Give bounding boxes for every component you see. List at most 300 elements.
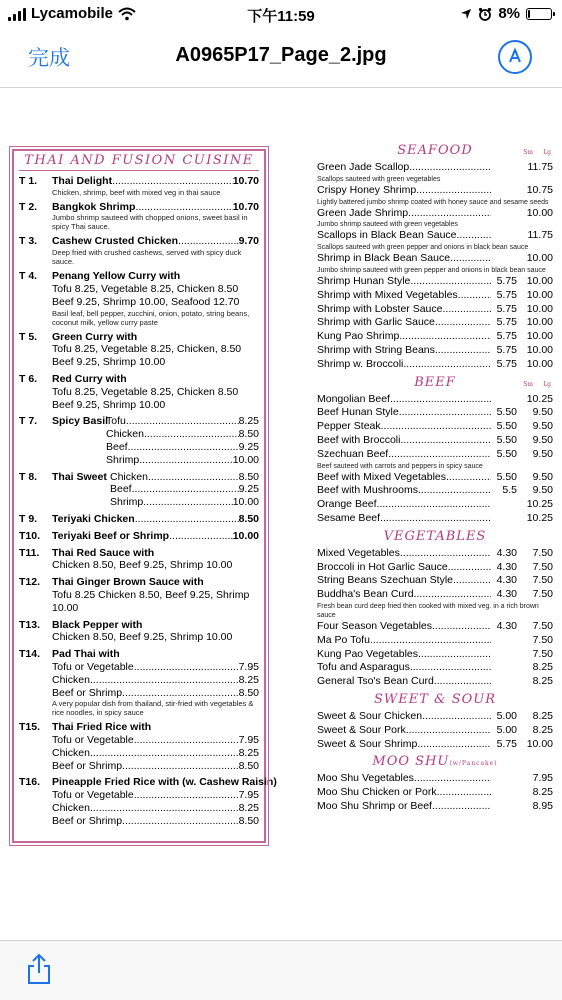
menu-item [317,588,553,602]
size-large-label: Lg [543,380,551,388]
item-name: Spicy Basil [52,415,109,428]
price-small [491,498,517,512]
item-name: Kung Pao Shrimp [317,330,400,343]
price-large: 10.00 [526,274,553,287]
item-name: Mongolian Beef [317,392,390,405]
size-small-label: Sm [523,149,533,156]
item-name: Moo Shu Chicken or Pork [317,786,437,799]
dot-leader [458,289,491,303]
item-name: Green Curry with [52,330,138,343]
option-price: 8.25 [238,802,259,815]
option-name: Tofu [106,415,126,428]
option-line [52,789,259,802]
item-name: Shrimp with Mixed Vegetables [317,288,458,301]
battery-percent: 8% [498,5,520,22]
price-large: 10.25 [526,498,553,511]
share-button[interactable] [26,953,52,985]
menu-item [317,724,553,738]
item-code: T 7. [19,415,38,428]
thai-fusion-menu [12,149,277,843]
item-line [52,270,259,283]
option-name: Tofu or Vegetable [52,734,134,747]
price-large: 7.95 [532,772,553,785]
price-large: 7.50 [532,633,553,646]
price-large: 7.50 [532,546,553,559]
menu-item [317,303,553,317]
option-price: 8.25 [238,415,259,428]
item-code: T13. [19,618,41,631]
item-price: 10.70 [232,200,259,213]
dot-leader [377,498,491,512]
price-small [491,229,517,243]
item-name: General Tso's Bean Curd [317,675,434,688]
price-large: 10.00 [526,288,553,301]
price-large: 8.25 [532,786,553,799]
menu-item [317,710,553,724]
menu-item [19,530,259,543]
price-large: 10.00 [526,330,553,343]
price-small: 5.75 [496,343,517,356]
price-large: 10.25 [526,511,553,524]
item-options: Beef 9.25, Shrimp 10.00 [52,398,166,411]
thai-fusion-items [19,174,277,828]
price-large: 9.50 [532,406,553,419]
dot-leader [126,415,239,428]
location-icon [460,8,472,20]
status-bar [0,0,562,30]
dot-leader [90,802,239,815]
option-name: Beef or Shrimp [52,814,123,827]
price-small: 4.30 [496,560,517,573]
price-large: 9.50 [532,433,553,446]
option-name: Chicken [110,470,148,483]
menu-item [19,235,259,266]
menu-item [19,619,259,645]
item-name: Green Jade Scallop [317,161,410,173]
menu-item [317,772,553,786]
menu-item [19,547,259,573]
section-title [317,693,553,710]
item-options: Tofu 8.25 Chicken 8.50, Beef 9.25, Shrimp 10.00 [52,588,250,614]
dot-leader [134,734,239,747]
item-price: 9.70 [238,235,259,248]
item-name: Szechuan Beef [317,447,389,460]
price-small [491,648,517,662]
menu-item [19,648,259,717]
option-price: 9.25 [238,440,259,453]
option-name: Beef [106,440,128,453]
sweet-sour-section [317,693,553,751]
dot-leader [128,441,239,454]
price-small: 4.30 [496,574,517,587]
option-price: 7.95 [238,734,259,747]
section-title [317,755,553,772]
item-body [52,576,259,614]
dot-leader [414,772,491,786]
dot-leader [435,316,491,330]
item-name: Beef with Mushrooms [317,484,418,497]
menu-item [19,415,259,466]
menu-item [317,800,553,814]
item-body [52,619,259,645]
item-description: Basil leaf, bell pepper, zucchini, onion, potato, string beans, coconut milk, yellow curry paste [52,308,250,327]
item-line [52,175,259,188]
menu-item [317,547,553,561]
battery-icon [526,8,552,20]
price-small: 5.50 [496,420,517,433]
price-large: 10.00 [526,206,553,219]
price-small [491,661,517,675]
price-large: 7.50 [532,588,553,601]
price-large: 10.00 [526,252,553,265]
item-name: Thai Delight [52,174,113,187]
seafood-section [317,144,553,372]
section-title-text: MOO SHU [372,754,450,770]
item-code: T11. [19,546,40,559]
dot-leader [434,675,491,689]
item-name: Beef Hunan Style [317,406,399,419]
item-description: Scallops sauteed with green vegetables [317,175,441,183]
item-line [52,576,259,589]
dot-leader [178,235,239,248]
dot-leader [448,561,491,575]
item-options: Tofu 8.25, Vegetable 8.25, Chicken, 8.50 [52,343,242,356]
dot-leader [380,512,491,526]
option-line [52,687,259,700]
price-small [491,393,517,407]
dot-leader [143,496,232,509]
price-small: 5.75 [496,316,517,329]
dot-leader [422,710,491,724]
item-body [52,201,259,232]
section-title-text: VEGETABLES [383,528,487,544]
right-menu-column [317,144,553,814]
item-name: Sweet & Sour Pork [317,723,406,736]
item-name: Thai Ginger Brown Sauce with [52,576,204,589]
item-description: A very popular dish from thailand, stir-fried with vegetables & rice noodles, in spicy sauce [52,699,254,718]
option-name: Shrimp [106,453,140,466]
item-name: Shrimp with String Beans [317,343,435,356]
price-large: 8.25 [532,675,553,688]
item-body [52,415,259,466]
dot-leader [432,800,491,814]
price-large: 9.50 [532,470,553,483]
menu-item [317,661,553,675]
item-line [52,530,259,543]
menu-item [317,434,553,448]
item-line [52,648,259,661]
price-small [491,675,517,689]
item-code: T15. [19,721,41,734]
menu-item [19,576,259,614]
option-line [52,661,259,674]
carrier-label: Lycamobile [31,5,113,22]
price-large: 11.75 [527,229,553,242]
dot-leader [400,434,491,448]
option-price: 8.50 [238,428,259,441]
option-name: Beef or Shrimp [52,686,123,699]
item-body [52,513,259,526]
dot-leader [370,634,491,648]
menu-item [19,373,259,411]
option-price: 10.00 [232,496,259,509]
dot-leader [388,448,491,462]
menu-item [317,574,553,588]
menu-item [317,512,553,526]
done-button[interactable]: 完成 [28,46,70,70]
item-code: T 8. [19,470,38,483]
menu-item [317,289,553,303]
menu-item [317,561,553,575]
item-name: Pepper Steak [317,420,381,433]
item-options: Tofu 8.25, Vegetable 8.25, Chicken 8.50 [52,385,239,398]
item-code: T10. [19,529,41,542]
beef-section [317,376,553,526]
option-line [52,760,259,773]
menu-item [317,498,553,512]
markup-button[interactable] [498,40,532,74]
thai-fusion-title: THAI AND FUSION CUISINE [19,155,259,171]
price-small: 4.30 [496,546,517,559]
menu-item [317,648,553,662]
price-large: 8.25 [532,723,553,736]
item-name: Thai Red Sauce with [52,546,155,559]
menu-item [317,675,553,689]
price-small [491,252,517,266]
moo-shu-section [317,755,553,813]
menu-item [317,406,553,420]
item-description: Jumbo shrimp sauteed with green vegetables [317,221,458,229]
item-code: T 3. [19,235,38,248]
option-price: 7.95 [238,660,259,673]
dot-leader [453,574,491,588]
item-name: Cashew Crusted Chicken [52,235,179,248]
price-small [491,800,517,814]
dot-leader [399,406,491,420]
dot-leader [403,358,491,372]
price-small: 5.75 [496,274,517,287]
item-line [52,619,259,632]
menu-item [19,513,259,526]
item-code: T 2. [19,200,38,213]
dot-leader [409,161,491,175]
section-title [317,376,553,393]
item-body [52,471,259,509]
item-description: Deep fried with crushed cashews, served with spicy duck sauce. [52,248,242,267]
item-options: Beef 9.25, Shrimp 10.00 [52,356,166,369]
dot-leader [381,420,491,434]
menu-item [317,275,553,289]
item-line [52,513,259,526]
item-name: Ma Po Tofu [317,633,370,646]
option-line [52,496,259,509]
menu-item [317,184,553,198]
item-name: Kung Pao Vegetables [317,647,419,660]
dot-leader [134,789,239,802]
dot-leader [148,471,239,484]
menu-item [317,634,553,648]
section-title-text: SEAFOOD [397,143,473,158]
item-name: Black Pepper with [52,618,143,631]
item-code: T 1. [19,174,38,187]
option-name: Beef [110,483,132,496]
item-description: Scallops sauteed with green pepper and onions in black bean sauce [317,244,529,252]
dot-leader [406,724,491,738]
item-options: Beef 9.25, Shrimp 10.00, Seafood 12.70 [52,295,240,308]
dot-leader [416,184,491,198]
dot-leader [450,252,491,266]
dot-leader [135,201,232,214]
status-time: 下午11:59 [247,8,315,25]
item-body [52,235,259,266]
option-line [52,483,259,496]
option-price: 8.50 [238,686,259,699]
price-small: 5.50 [496,470,517,483]
menu-item [19,201,259,232]
price-small: 5.75 [496,302,517,315]
price-large: 10.00 [526,737,553,750]
menu-item [19,270,259,326]
status-right [460,5,552,22]
menu-item [19,776,277,827]
item-code: T 5. [19,330,38,343]
item-description: Beef sauteed with carrots and peppers in spicy sauce [317,462,483,470]
item-name: Four Season Vegetables [317,619,432,632]
section-title-text: BEEF [414,374,456,390]
dot-leader [417,738,491,752]
item-code: T12. [19,576,41,589]
item-line [52,721,259,734]
dot-leader [132,483,239,496]
item-name: Green Jade Shrimp [317,206,409,219]
item-price: 8.50 [238,512,259,525]
item-name: Shrimp with Garlic Sauce [317,316,435,329]
option-line [52,454,259,467]
dot-leader [437,786,491,800]
option-price: 9.25 [238,483,259,496]
price-small [491,786,517,800]
price-small: 5.75 [496,330,517,343]
option-name: Shrimp [110,496,144,509]
price-large: 7.50 [532,619,553,632]
section-title-text: SWEET & SOUR [373,691,497,707]
menu-item [317,207,553,221]
price-large: 10.00 [526,343,553,356]
price-small: 5.75 [496,737,517,750]
option-line [52,747,259,760]
item-name: Scallops in Black Bean Sauce [317,229,457,242]
price-large: 8.95 [532,799,553,812]
dot-leader [418,484,491,498]
item-name: Moo Shu Vegetables [317,772,414,785]
item-name: Orange Beef [317,498,377,511]
item-name: Shrimp in Black Bean Sauce [317,252,451,265]
menu-item [317,252,553,266]
option-price: 8.50 [238,759,259,772]
option-line [52,441,259,454]
item-line [52,331,259,344]
option-line [52,428,259,441]
dot-leader [410,661,491,675]
price-large: 7.50 [532,647,553,660]
dot-leader [122,687,239,700]
menu-item [317,330,553,344]
price-large: 7.50 [532,560,553,573]
price-large: 10.25 [526,392,553,405]
price-small: 5.75 [496,357,517,370]
menu-item [317,471,553,485]
menu-item [19,471,259,509]
option-name: Tofu or Vegetable [52,789,134,802]
dot-leader [134,661,239,674]
item-body [52,776,277,827]
item-name: Buddha's Bean Curd [317,588,414,601]
size-small-label: Sm [523,380,533,388]
option-name: Chicken [52,746,90,759]
menu-item [317,229,553,243]
item-name: Sweet & Sour Shrimp [317,737,418,750]
menu-item [317,344,553,358]
item-line [52,776,277,789]
price-small: 5.75 [496,288,517,301]
item-name: Thai Sweet [52,470,107,483]
option-price: 8.25 [238,673,259,686]
dot-leader [435,344,491,358]
item-price: 10.00 [232,529,259,542]
dot-leader [418,648,491,662]
item-name: Sweet & Sour Chicken [317,709,423,722]
price-small: 5.50 [496,406,517,419]
price-large: 10.00 [526,357,553,370]
price-small [491,161,517,175]
item-options: Chicken 8.50, Beef 9.25, Shrimp 10.00 [52,631,233,644]
section-title [317,144,553,161]
item-name: Sesame Beef [317,511,381,524]
item-code: T 4. [19,270,38,283]
dot-leader [135,513,239,526]
item-body [52,547,259,573]
dot-leader [169,530,233,543]
menu-item [317,161,553,175]
alarm-icon [478,7,492,21]
dot-leader [139,454,232,467]
item-name: Beef with Mixed Vegetables [317,470,446,483]
price-small: 5.50 [496,433,517,446]
menu-page [8,144,554,944]
item-name: Teriyaki Beef or Shrimp [52,529,170,542]
price-small: 4.30 [496,619,517,632]
item-price: 10.70 [232,174,259,187]
menu-item [317,393,553,407]
dot-leader [410,275,491,289]
image-viewer[interactable] [0,89,562,939]
price-large: 8.25 [532,709,553,722]
item-name: Tofu and Asparagus [317,661,410,674]
option-price: 8.50 [238,470,259,483]
vegetables-section [317,530,553,689]
item-name: Crispy Honey Shrimp [317,183,417,196]
item-body [52,530,259,543]
item-name: Shrimp Hunan Style [317,274,411,287]
item-name: Teriyaki Chicken [52,512,135,525]
item-name: Bangkok Shrimp [52,200,136,213]
menu-item [317,448,553,462]
item-name: Mixed Vegetables [317,546,400,559]
dot-leader [112,175,233,188]
dot-leader [390,393,491,407]
item-body [52,648,259,717]
menu-item [317,420,553,434]
